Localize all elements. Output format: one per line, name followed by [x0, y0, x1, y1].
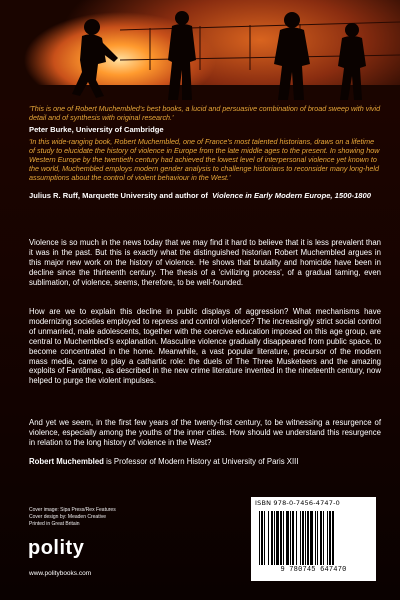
polity-logo: polity: [28, 537, 85, 559]
quote-ruff: 'In this wide-ranging book, Robert Muchembled, one of France's most talented historians, draws on a lifetime of study to elucidate the history of violence in Europe from the late middle ages to the present. In showing how Western Europe by the twentieth century had achieved the lowest level of interpersonal violence yet known to the world, Muchembled employs modern gender analysis to challenge historians to reconsider many long-held assumptions about the control of violent behaviour in the West.': [29, 137, 380, 182]
credit-cover-design: Cover design by: Meaden Creative: [29, 514, 106, 520]
riot-silhouettes: [0, 0, 400, 100]
blurb-paragraph-3: And yet we seem, in the first few years of the twenty-first century, to be witnessing a resurgence of violence, especially among the youths of the inner cities. How should we understand this resurgence in relation to the long history of violence in the West?: [29, 418, 381, 447]
author-name: Robert Muchembled: [29, 457, 104, 466]
blurb-paragraph-1: Violence is so much in the news today that we may find it hard to believe that it is less prevalent than it was in the past. But this is exactly what the distinguished historian Robert Muchembled argues in this major new work on the history of violence. He shows that brutality and homicide have been in decline since the thirteenth century. The thesis of a 'civilizing process', of a gradual taming, even sublimation, of violence, seems, therefore, to be well-founded.: [29, 238, 381, 287]
quote-ruff-book-title: Violence in Early Modern Europe, 1500-1800: [212, 191, 371, 200]
isbn-label: ISBN 978-0-7456-4747-0: [255, 499, 340, 507]
author-bio: [29, 457, 381, 467]
credit-printed: Printed in Great Britain: [29, 521, 80, 527]
barcode-block: [251, 497, 376, 581]
barcode-digits: 9 780745 647470: [280, 566, 347, 574]
author-bio-text: is Professor of Modern History at University of Paris XIII: [103, 457, 299, 466]
barcode-icon: [259, 511, 368, 565]
credit-cover-image: Cover image: Sipa Press/Rex Features: [29, 507, 116, 513]
publisher-url[interactable]: www.politybooks.com: [29, 570, 92, 577]
quote-ruff-attribution-prefix: Julius R. Ruff, Marquette University and author of: [29, 191, 208, 200]
blurb-paragraph-2: How are we to explain this decline in public displays of aggression? What mechanisms have modernizing societies employed to repress and control violence? The increasingly strict social control of unmarried, male adolescents, together with the coercive education imposed on this age group, are central to Muchembled's explanation. Masculine violence gradually disappeared from public space, to become concentrated in the home. Meanwhile, a vast popular literature, precursor of the modern mass media, came to play a cathartic role: the duels of The Three Musketeers and the amazing exploits of Fantômas, as described in the new crime literature invented in the nineteenth century, now helped to purge the violent impulses.: [29, 307, 381, 386]
cover-photo: [0, 0, 400, 100]
cover-credits: [29, 507, 116, 528]
quote-ruff-attribution: [29, 191, 381, 200]
quote-burke-attribution: Peter Burke, University of Cambridge: [29, 125, 164, 134]
quote-burke: 'This is one of Robert Muchembled's best books, a lucid and persuasive combination of broad sweep with vivid detail and of synthesis with original research.': [29, 104, 381, 122]
